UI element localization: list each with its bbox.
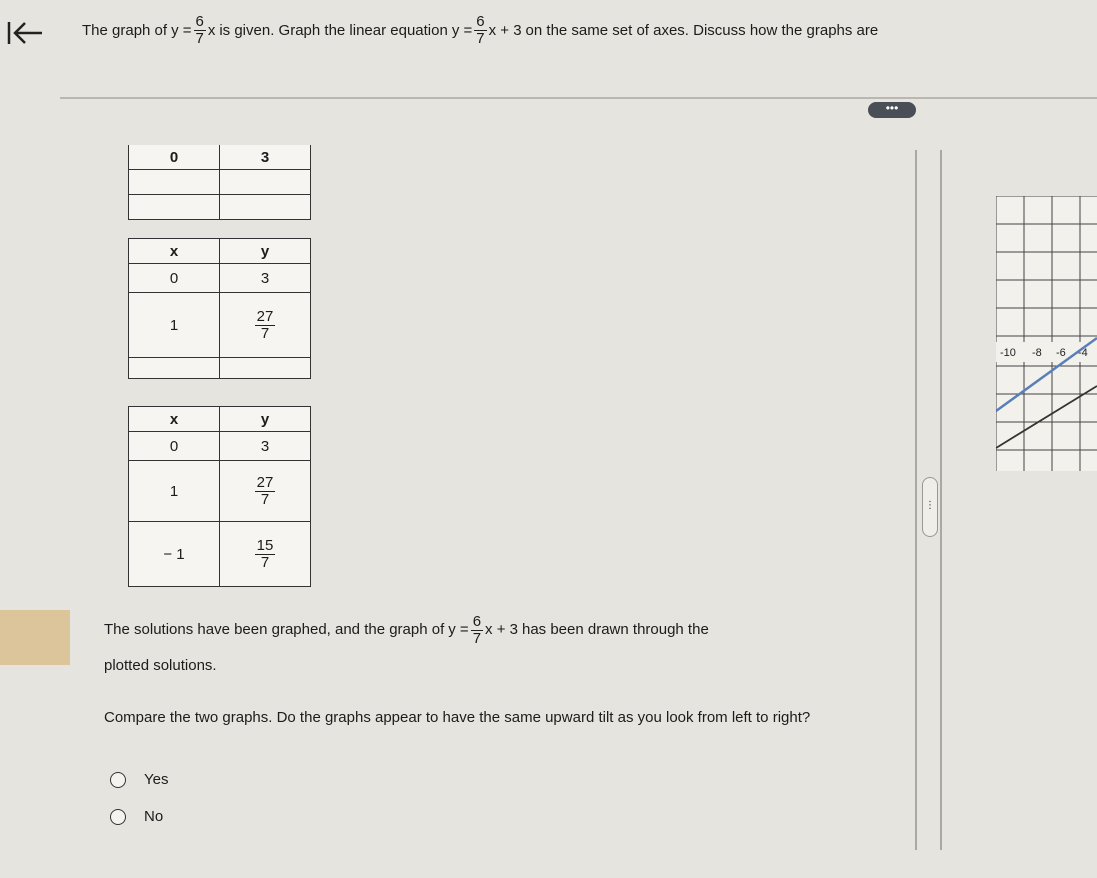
- table-row: [129, 145, 311, 170]
- equation-2: [452, 14, 522, 47]
- option-label: Yes: [144, 771, 169, 788]
- radio-button-icon[interactable]: [110, 772, 126, 788]
- tick-label: -6: [1056, 347, 1066, 359]
- coordinate-graph[interactable]: [996, 196, 1097, 471]
- panel-border: [915, 150, 917, 850]
- table-cell: 3: [220, 264, 311, 293]
- table-cell: − 1: [129, 522, 220, 587]
- table-cell: 1: [129, 461, 220, 522]
- table-cell: [220, 461, 311, 522]
- fraction-denominator: 7: [260, 490, 270, 508]
- solution-line: [104, 614, 864, 647]
- fraction-numerator: 6: [476, 13, 485, 30]
- table-header-x: x: [129, 407, 220, 432]
- table-row: [129, 195, 311, 220]
- table-cell: [129, 358, 220, 379]
- equation-2-fraction: [474, 14, 486, 47]
- fraction-denominator: 7: [260, 324, 270, 342]
- table-cell: 3: [220, 432, 311, 461]
- prompt-text-3: on the same set of axes. Discuss how the graphs are: [525, 21, 879, 39]
- tick-label: -8: [1032, 347, 1042, 359]
- table-header-row: [129, 239, 311, 264]
- y-fraction: [255, 538, 276, 571]
- solution-text-1: The solutions have been graphed, and the graph of: [104, 621, 445, 639]
- back-button[interactable]: [6, 18, 46, 48]
- graph-canvas: [996, 196, 1097, 471]
- table-row: [129, 358, 311, 379]
- value-table-partial: [128, 145, 311, 220]
- tick-label: -4: [1078, 347, 1088, 359]
- table-row: [129, 461, 311, 522]
- solution-equation: [448, 614, 518, 647]
- equation-2-lhs: y =: [451, 21, 473, 39]
- table-header-y: y: [220, 239, 311, 264]
- table-cell: [220, 358, 311, 379]
- equation-1-lhs: y =: [171, 21, 192, 39]
- fraction-denominator: 7: [472, 629, 482, 647]
- panel-border: [940, 150, 942, 850]
- comparison-question: Compare the two graphs. Do the graphs appear to have the same upward tilt as you look from left to right?: [104, 709, 811, 726]
- solution-line: plotted solutions.: [104, 656, 217, 674]
- option-yes[interactable]: [110, 771, 168, 788]
- fraction-denominator: 7: [195, 29, 204, 47]
- table-header-x: x: [129, 239, 220, 264]
- fraction-numerator: 27: [256, 307, 274, 325]
- table-cell: 1: [129, 293, 220, 358]
- equation-lhs: y =: [448, 621, 469, 639]
- table-cell: 0: [129, 264, 220, 293]
- prompt-text-2: is given. Graph the linear equation: [219, 21, 448, 39]
- fraction-numerator: 6: [472, 613, 482, 630]
- solution-statement: [104, 614, 864, 675]
- equation-1-fraction: [194, 14, 206, 47]
- table-cell: [220, 293, 311, 358]
- fraction-numerator: 27: [256, 473, 274, 491]
- table-cell: [129, 195, 220, 220]
- table-row: [129, 432, 311, 461]
- section-divider: [60, 97, 1097, 99]
- panel-resize-handle[interactable]: ⋮: [922, 477, 938, 537]
- fraction-numerator: 15: [256, 536, 274, 554]
- more-options-button[interactable]: •••: [868, 102, 916, 118]
- option-label: No: [144, 808, 164, 825]
- table-cell: [220, 522, 311, 587]
- table-cell: [220, 195, 311, 220]
- table-header-row: [129, 407, 311, 432]
- table-row: [129, 522, 311, 587]
- fraction-numerator: 6: [195, 13, 204, 30]
- y-fraction: [255, 309, 276, 342]
- table-row: [129, 264, 311, 293]
- tick-label: -10: [1000, 347, 1016, 359]
- back-arrow-icon: [6, 18, 46, 48]
- equation-1: [171, 14, 215, 47]
- equation-1-rhs: x: [207, 21, 216, 39]
- equation-2-rhs: x + 3: [488, 21, 522, 39]
- solution-text-2: has been drawn through the: [521, 621, 709, 639]
- table-row: [129, 170, 311, 195]
- value-table-3: [128, 406, 311, 587]
- value-table-2: [128, 238, 311, 379]
- table-header-y: y: [220, 407, 311, 432]
- question-prompt: [82, 14, 1097, 47]
- table-cell: 0: [129, 145, 220, 170]
- table-cell: [220, 170, 311, 195]
- equation-fraction: [471, 614, 483, 647]
- table-cell: 0: [129, 432, 220, 461]
- y-fraction: [255, 475, 276, 508]
- left-accent-bar: [0, 610, 70, 665]
- option-no[interactable]: [110, 808, 163, 825]
- table-cell: 3: [220, 145, 311, 170]
- fraction-denominator: 7: [260, 553, 270, 571]
- prompt-text-1: The graph of: [82, 21, 168, 39]
- radio-button-icon[interactable]: [110, 809, 126, 825]
- fraction-denominator: 7: [476, 29, 485, 47]
- table-cell: [129, 170, 220, 195]
- equation-rhs: x + 3: [485, 621, 518, 639]
- table-row: [129, 293, 311, 358]
